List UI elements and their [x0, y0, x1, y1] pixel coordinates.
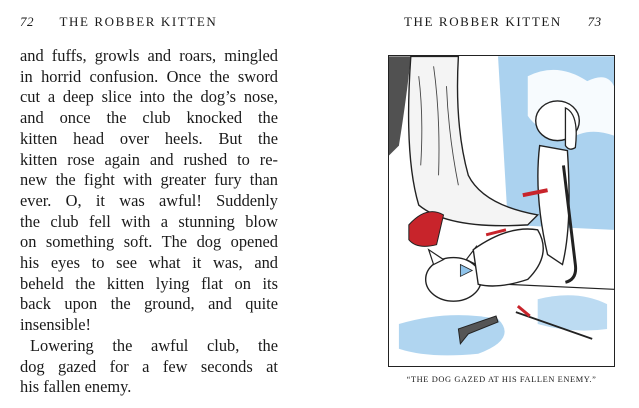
right-page-number: 73	[587, 14, 602, 29]
ground-shadow	[538, 295, 607, 330]
kitten-boot	[409, 212, 444, 247]
text-line: his fallen enemy.	[20, 377, 132, 397]
body-text	[20, 46, 278, 398]
text-line: back upon the ground, and quite	[20, 294, 278, 314]
illustration-art	[389, 56, 614, 366]
text-line: the club fell with a stunning blow	[20, 211, 278, 231]
text-line: new the fight with greater fury than	[20, 170, 278, 190]
right-head-title: THE ROBBER KITTEN	[404, 14, 562, 29]
foliage-left	[389, 56, 411, 155]
illustration	[388, 55, 615, 367]
text-line: his eyes to see what it was, and	[20, 253, 278, 273]
text-line: in horrid confusion. Once the sword	[20, 66, 278, 86]
text-line: Lowering the awful club, the	[30, 335, 278, 355]
right-running-head	[404, 14, 602, 30]
text-line: insensible!	[20, 315, 92, 335]
text-line: ever. O, it was awful! Suddenly	[20, 190, 278, 210]
left-running-head	[20, 14, 217, 30]
text-line: beheld the kitten lying flat on its	[20, 273, 278, 293]
text-line: kitten head over heels. But the	[20, 128, 278, 148]
right-page	[340, 0, 639, 408]
text-line: cut a deep slice into the dog’s nose,	[20, 87, 278, 107]
text-line: and fuffs, growls and roars, mingled	[20, 46, 278, 65]
text-line: and once the club knocked the	[20, 108, 278, 128]
left-page-number: 72	[20, 14, 34, 29]
left-page	[0, 0, 300, 408]
left-head-title: THE ROBBER KITTEN	[59, 14, 218, 29]
text-line: on something soft. The dog opened	[20, 232, 278, 252]
illustration-caption: “THE DOG GAZED AT HIS FALLEN ENEMY.”	[406, 375, 597, 384]
text-line: kitten rose again and rushed to re-	[20, 149, 278, 169]
text-line: dog gazed for a few seconds at	[20, 356, 278, 376]
